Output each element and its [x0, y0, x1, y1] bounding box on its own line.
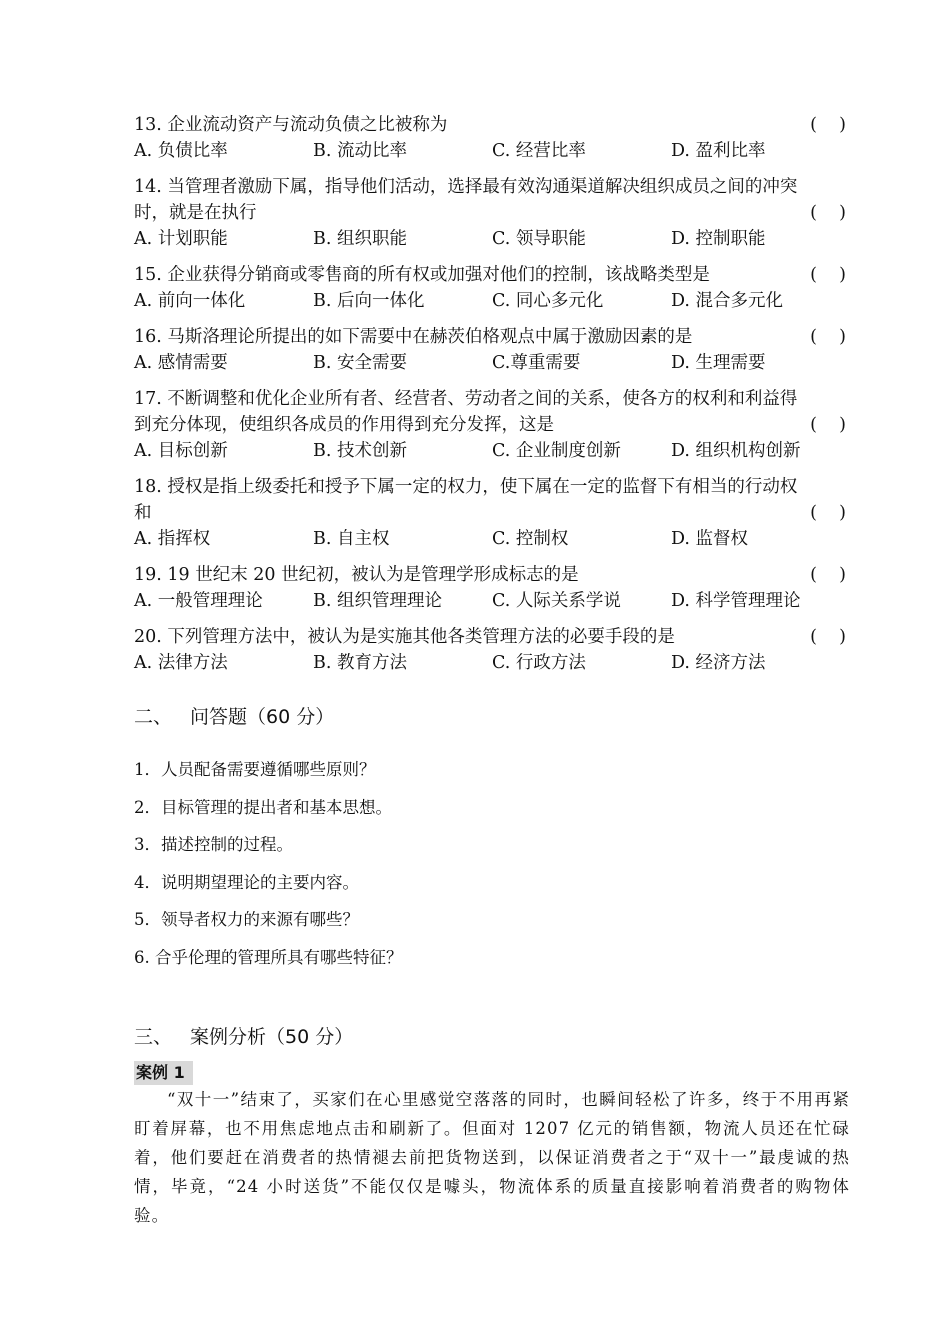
section2-title: 问答题（60 分） — [190, 706, 335, 728]
qa-list — [134, 751, 850, 976]
section3-heading — [134, 1022, 850, 1049]
option-a: A. 负债比率 — [134, 141, 228, 161]
option-a: A. 前向一体化 — [134, 291, 246, 311]
choice-question — [134, 474, 850, 552]
options-row — [134, 138, 850, 164]
qa-item: 5．领导者权力的来源有哪些？ — [134, 910, 359, 929]
options-row — [134, 650, 850, 676]
option-a: A. 法律方法 — [134, 653, 228, 673]
question-stem: 18. 授权是指上级委托和授予下属一定的权力，使下属在一定的监督下有相当的行动权 — [134, 477, 798, 497]
qa-item: 6. 合乎伦理的管理所具有哪些特征？ — [134, 947, 403, 967]
qa-item: 3．描述控制的过程。 — [134, 835, 293, 854]
option-d: D. 控制职能 — [671, 229, 766, 249]
option-d: D. 监督权 — [671, 529, 749, 549]
option-c: C. 领导职能 — [492, 229, 586, 249]
option-a: A. 一般管理理论 — [134, 591, 263, 611]
choice-question — [134, 112, 850, 164]
question-stem: 时，就是在执行 — [134, 203, 257, 223]
option-b: B. 流动比率 — [313, 141, 407, 161]
option-c: C. 控制权 — [492, 529, 569, 549]
question-stem: 13. 企业流动资产与流动负债之比被称为 — [134, 115, 448, 135]
question-stem: 16. 马斯洛理论所提出的如下需要中在赫茨伯格观点中属于激励因素的是 — [134, 327, 693, 347]
case-label: 案例 1 — [134, 1061, 193, 1085]
option-c: C. 经营比率 — [492, 141, 586, 161]
section2-number: 二、 — [134, 706, 173, 728]
option-c: C. 同心多元化 — [492, 291, 604, 311]
choice-question — [134, 386, 850, 464]
question-stem: 到充分体现，使组织各成员的作用得到充分发挥，这是 — [134, 415, 554, 435]
qa-item: 2．目标管理的提出者和基本思想。 — [134, 797, 392, 817]
options-row — [134, 350, 850, 376]
option-a: A. 指挥权 — [134, 529, 211, 549]
option-b: B. 安全需要 — [313, 353, 407, 373]
options-row — [134, 588, 850, 614]
option-b: B. 后向一体化 — [313, 291, 425, 311]
option-c: C.尊重需要 — [492, 353, 581, 373]
option-d: D. 经济方法 — [671, 653, 766, 673]
option-d: D. 科学管理理论 — [671, 591, 801, 611]
question-stem: 14. 当管理者激励下属，指导他们活动，选择最有效沟通渠道解决组织成员之间的冲突 — [134, 177, 798, 197]
option-d: D. 生理需要 — [671, 353, 766, 373]
option-b: B. 组织管理理论 — [313, 591, 442, 611]
question-stem: 17. 不断调整和优化企业所有者、经营者、劳动者之间的关系，使各方的权利和利益得 — [134, 389, 798, 409]
section2-heading — [134, 702, 850, 729]
choice-question — [134, 624, 850, 676]
case-block — [134, 1061, 850, 1230]
option-d: D. 组织机构创新 — [671, 441, 801, 461]
options-row — [134, 438, 850, 464]
qa-item: 1．人员配备需要遵循哪些原则？ — [134, 760, 376, 779]
option-b: B. 教育方法 — [313, 653, 407, 673]
answer-blank[interactable]: ( ) — [810, 265, 846, 285]
options-row — [134, 526, 850, 552]
options-row — [134, 288, 850, 314]
exam-page — [134, 112, 850, 1230]
option-b: B. 技术创新 — [313, 441, 407, 461]
question-stem: 15. 企业获得分销商或零售商的所有权或加强对他们的控制，该战略类型是 — [134, 265, 710, 285]
option-b: B. 组织职能 — [313, 229, 407, 249]
option-a: A. 感情需要 — [134, 353, 228, 373]
option-c: C. 行政方法 — [492, 653, 586, 673]
question-stem: 和 — [134, 503, 152, 523]
answer-blank[interactable]: ( ) — [810, 503, 846, 523]
options-row — [134, 226, 850, 252]
answer-blank[interactable]: ( ) — [810, 327, 846, 347]
option-b: B. 自主权 — [313, 529, 390, 549]
choice-question — [134, 174, 850, 252]
choice-questions — [134, 112, 850, 676]
option-c: C. 企业制度创新 — [492, 441, 621, 461]
case-text: “双十一”结束了，买家们在心里感觉空落落的同时，也瞬间轻松了许多，终于不用再紧盯着屏幕，也不用焦虑地点击和刷新了。但面对 1207 亿元的销售额，物流人员还在忙碌着，他们要赶在消费者的热情褪去前把货物送到，以保证消费者之于“双十一”最虔诚的热情，毕竟，“24 小时送货”不能仅仅是噱头，物流体系的质量直接影响着消费者的购物体验。 — [134, 1090, 850, 1225]
option-d: D. 混合多元化 — [671, 291, 784, 311]
choice-question — [134, 324, 850, 376]
answer-blank[interactable]: ( ) — [810, 565, 846, 585]
option-a: A. 目标创新 — [134, 441, 228, 461]
choice-question — [134, 562, 850, 614]
option-d: D. 盈利比率 — [671, 141, 766, 161]
choice-question — [134, 262, 850, 314]
answer-blank[interactable]: ( ) — [810, 415, 846, 435]
answer-blank[interactable]: ( ) — [810, 115, 846, 135]
question-stem: 20. 下列管理方法中，被认为是实施其他各类管理方法的必要手段的是 — [134, 627, 675, 647]
answer-blank[interactable]: ( ) — [810, 627, 846, 647]
question-stem: 19. 19 世纪末 20 世纪初，被认为是管理学形成标志的是 — [134, 565, 579, 585]
qa-item: 4．说明期望理论的主要内容。 — [134, 872, 359, 892]
option-a: A. 计划职能 — [134, 229, 228, 249]
answer-blank[interactable]: ( ) — [810, 203, 846, 223]
section3-number: 三、 — [134, 1026, 173, 1048]
option-c: C. 人际关系学说 — [492, 591, 621, 611]
section3-title: 案例分析（50 分） — [190, 1026, 354, 1048]
